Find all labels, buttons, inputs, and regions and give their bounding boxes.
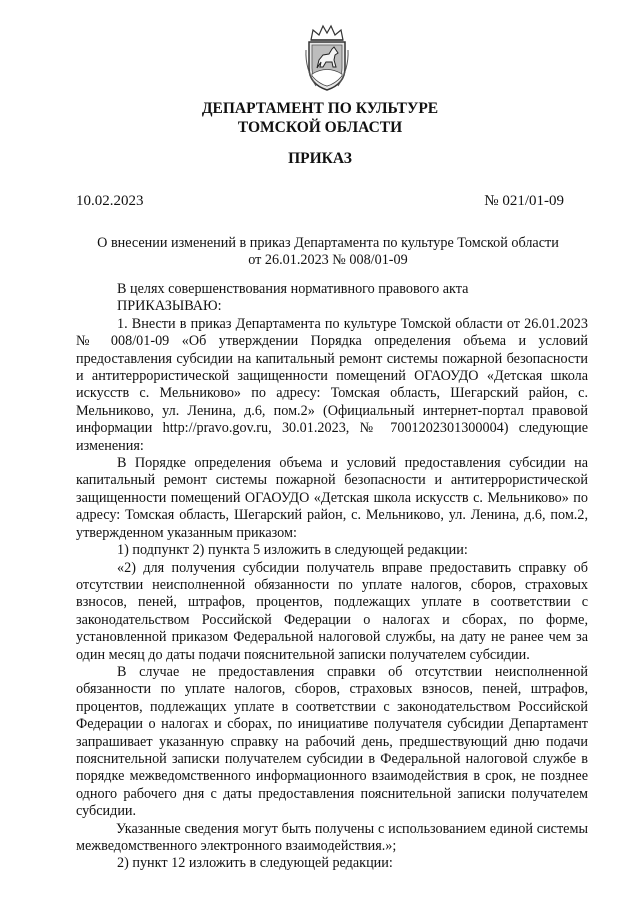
department-name-line2: ТОМСКОЙ ОБЛАСТИ <box>237 119 403 136</box>
order-word: ПРИКАЗЫВАЮ: <box>117 298 222 315</box>
document-type: ПРИКАЗ <box>288 150 352 167</box>
procedure-paragraph: В Порядке определения объема и условий предоставления субсидии на капитальный ремонт системы пожарной безопасности и антитеррористической защищенности помещений ОГАОУДО «Детская школа искусств с. Мельниково» по адресу: Томская область, Шегарский район, с. Мельниково, ул. Ленина, д.6, пом.2, утвержденном указанным приказом: <box>76 455 588 541</box>
document-number: № 021/01-09 <box>484 193 564 209</box>
document-body <box>76 281 588 873</box>
document-date: 10.02.2023 <box>76 193 144 209</box>
document-title-line1: О внесении изменений в приказ Департамента по культуре Томской области <box>97 235 559 251</box>
department-name-line1: ДЕПАРТАМЕНТ ПО КУЛЬТУРЕ <box>201 100 439 117</box>
quoted-subparagraph-2: «2) для получения субсидии получатель вправе предоставить справку об отсутствии неисполненной обязанности по уплате налогов, сборов, страховых взносов, пеней, штрафов, процентов, подлежащих уплате в соответствии с законодательством Российской Федерации о налогах и сборах, по форме, установленной приказом Федеральной налоговой службы, на дату не ранее чем за один месяц до даты подачи пояснительной записки получателем субсидии. <box>76 559 588 663</box>
info-exchange-paragraph: Указанные сведения могут быть получены с использованием единой системы межведомственного электронного взаимодействия.»; <box>76 820 588 854</box>
tomsk-coat-of-arms-icon <box>302 24 352 92</box>
subitem-1: 1) подпункт 2) пункта 5 изложить в следующей редакции: <box>117 542 468 559</box>
subitem-2: 2) пункт 12 изложить в следующей редакции: <box>117 855 393 872</box>
document-title <box>96 235 560 269</box>
preamble: В целях совершенствования нормативного правового акта <box>117 281 469 297</box>
absence-of-certificate-paragraph: В случае не предоставления справки об отсутствии неисполненной обязанности по уплате налогов, сборов, страховых взносов, пеней, штрафов, процентов, подлежащих уплате в соответствии с законодательством Российской Федерации о налогах и сборах, по инициативе получателя субсидии Департамент запрашивает указанную справку на рабочий день, предшествующий дню подачи пояснительной записки получателем субсидии в Федеральной налоговой службе в порядке межведомственного информационного взаимодействия в срок, не позднее одного рабочего дня с даты предоставления пояснительной записки получателем субсидии. <box>76 663 588 820</box>
document-title-line2: от 26.01.2023 № 008/01-09 <box>248 252 408 268</box>
item-1: 1. Внести в приказ Департамента по культуре Томской области от 26.01.2023 № 008/01-09 «Об утверждении Порядка определения объема и условий предоставления субсидии на капитальный ремонт системы пожарной безопасности и антитеррористической защищенности помещений ОГАОУДО «Детская школа искусств с. Мельниково» по адресу: Томская область, Шегарский район, с. Мельниково, ул. Ленина, д.6, пом.2» (Официальный интернет-портал правовой информации http://pravo.gov.ru, 30.01.2023, № 7001202301300004) следующие изменения: <box>76 315 588 454</box>
